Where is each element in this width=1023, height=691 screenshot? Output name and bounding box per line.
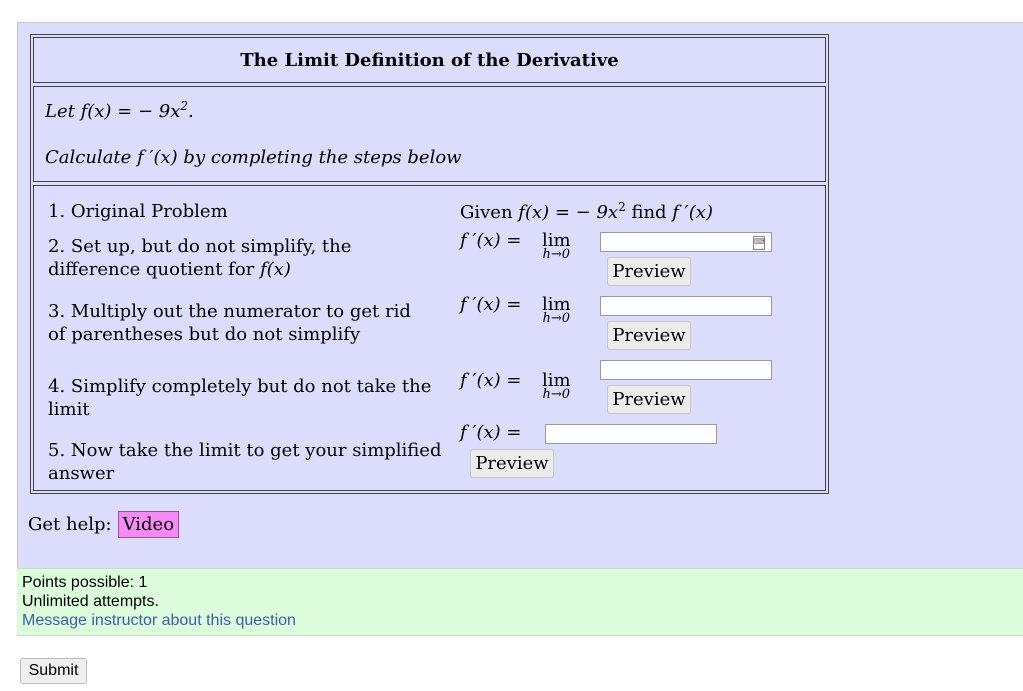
intro-period: . xyxy=(188,101,194,122)
question-info-panel xyxy=(17,568,1023,636)
step-3-preview-button[interactable]: Preview xyxy=(607,321,691,350)
step-3-answer-input[interactable] xyxy=(600,296,772,316)
submit-button[interactable]: Submit xyxy=(20,658,87,684)
help-section xyxy=(28,511,179,538)
step-4-answer-input[interactable] xyxy=(600,360,772,380)
intro-formula: f(x) = − 9x xyxy=(80,101,181,122)
intro-calc-text: Calculate xyxy=(45,147,138,168)
step-2-label-text: 2. Set up, but do not simplify, the difference quotient for xyxy=(48,236,352,280)
intro-exponent: 2 xyxy=(180,99,188,113)
intro-calc-formula: f ′(x) xyxy=(137,147,178,168)
intro-function xyxy=(45,99,194,122)
step-1-find-formula: f ′(x) xyxy=(672,202,713,223)
step-4-label: 4. Simplify completely but do not take the limit xyxy=(48,376,432,420)
question-title: The Limit Definition of the Derivative xyxy=(33,37,826,83)
step-3-limit xyxy=(542,294,571,325)
step-2-answer-input[interactable] xyxy=(600,232,772,252)
step-1-given xyxy=(460,200,713,223)
step-3-label: 3. Multiply out the numerator to get rid of parentheses but do not simplify xyxy=(48,301,411,345)
step-2-preview-button[interactable]: Preview xyxy=(607,257,691,286)
step-4-lim-sub: h→0 xyxy=(542,387,571,402)
step-3-lhs: f ′(x) = xyxy=(460,294,522,315)
step-5-preview-button[interactable]: Preview xyxy=(470,449,554,478)
intro-section xyxy=(33,86,826,182)
step-1-given-exponent: 2 xyxy=(618,200,626,214)
step-2-limit xyxy=(542,230,571,261)
step-3-lim-sub: h→0 xyxy=(542,311,571,326)
step-4-limit xyxy=(542,370,571,401)
help-label: Get help: xyxy=(28,514,112,535)
keyboard-icon[interactable]: ⌨ xyxy=(753,236,765,250)
intro-let-text: Let xyxy=(45,101,81,122)
step-4-lhs: f ′(x) = xyxy=(460,370,522,391)
question-table xyxy=(30,34,829,494)
step-5-label: 5. Now take the limit to get your simplified answer xyxy=(48,440,442,484)
step-2-label xyxy=(48,235,428,281)
step-5-answer-input[interactable] xyxy=(545,424,717,444)
steps-section xyxy=(33,185,826,491)
question-panel xyxy=(17,22,1023,568)
step-2-lim-text: lim xyxy=(542,230,571,251)
video-help-button[interactable]: Video xyxy=(118,511,179,538)
step-1-given-text: Given xyxy=(460,202,519,223)
step-4-lim-text: lim xyxy=(542,370,571,391)
step-4-preview-button[interactable]: Preview xyxy=(607,385,691,414)
points-possible: Points possible: 1 xyxy=(22,574,148,591)
step-1-label: 1. Original Problem xyxy=(48,201,228,222)
step-2-lim-sub: h→0 xyxy=(542,247,571,262)
step-5-lhs: f ′(x) = xyxy=(460,422,522,443)
message-instructor-link[interactable]: Message instructor about this question xyxy=(22,612,296,629)
attempts-info: Unlimited attempts. xyxy=(22,593,159,610)
step-1-find-text: find xyxy=(625,202,673,223)
intro-calc-suffix: by completing the steps below xyxy=(177,147,462,168)
step-2-label-formula: f(x) xyxy=(260,259,291,280)
step-3-lim-text: lim xyxy=(542,294,571,315)
intro-instruction xyxy=(45,147,462,168)
step-2-lhs: f ′(x) = xyxy=(460,230,522,251)
step-1-given-formula: f(x) = − 9x xyxy=(518,202,619,223)
